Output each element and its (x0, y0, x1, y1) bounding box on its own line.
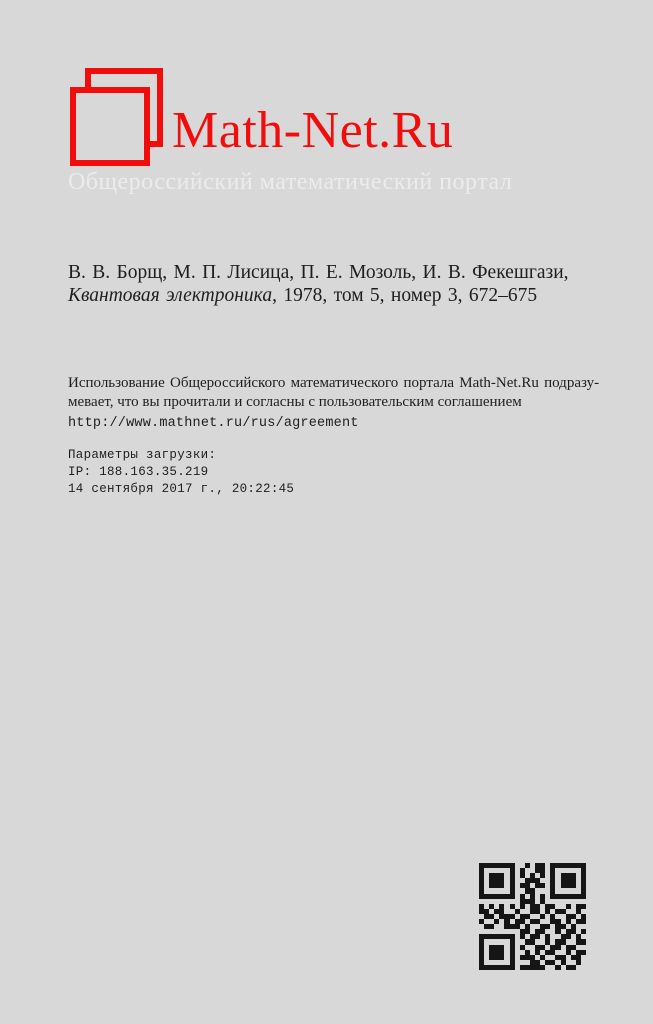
citation-authors: В. В. Борщ, М. П. Лисица, П. Е. Мозоль, И. В. Фекешгази, (68, 262, 569, 283)
brand-title: Math-Net.Ru (172, 102, 454, 159)
citation-journal-name: Квантовая электроника (68, 284, 273, 306)
citation-journal-details: , 1978, том 5, номер 3, 672–675 (272, 284, 538, 306)
agreement-line-2: мевает, что вы прочитали и согласны с пользовательским соглашением (68, 394, 522, 410)
agreement-line-1: Использование Общероссийского математического портала Math-Net.Ru подразу- (68, 375, 600, 391)
download-params-title: Параметры загрузки: (68, 448, 217, 462)
download-params-datetime: 14 сентября 2017 г., 20:22:45 (68, 482, 295, 496)
download-params-ip: IP: 188.163.35.219 (68, 465, 209, 479)
agreement-url-link[interactable]: http://www.mathnet.ru/rus/agreement (68, 416, 359, 431)
brand-subtitle: Общероссийский математический портал (68, 169, 513, 195)
download-params-block (68, 447, 294, 498)
qr-module (581, 965, 586, 970)
citation-block (68, 262, 569, 307)
logo-front-square-icon (70, 87, 150, 166)
citation-journal-line (68, 285, 569, 308)
qr-code (479, 863, 586, 970)
agreement-block (68, 374, 599, 433)
